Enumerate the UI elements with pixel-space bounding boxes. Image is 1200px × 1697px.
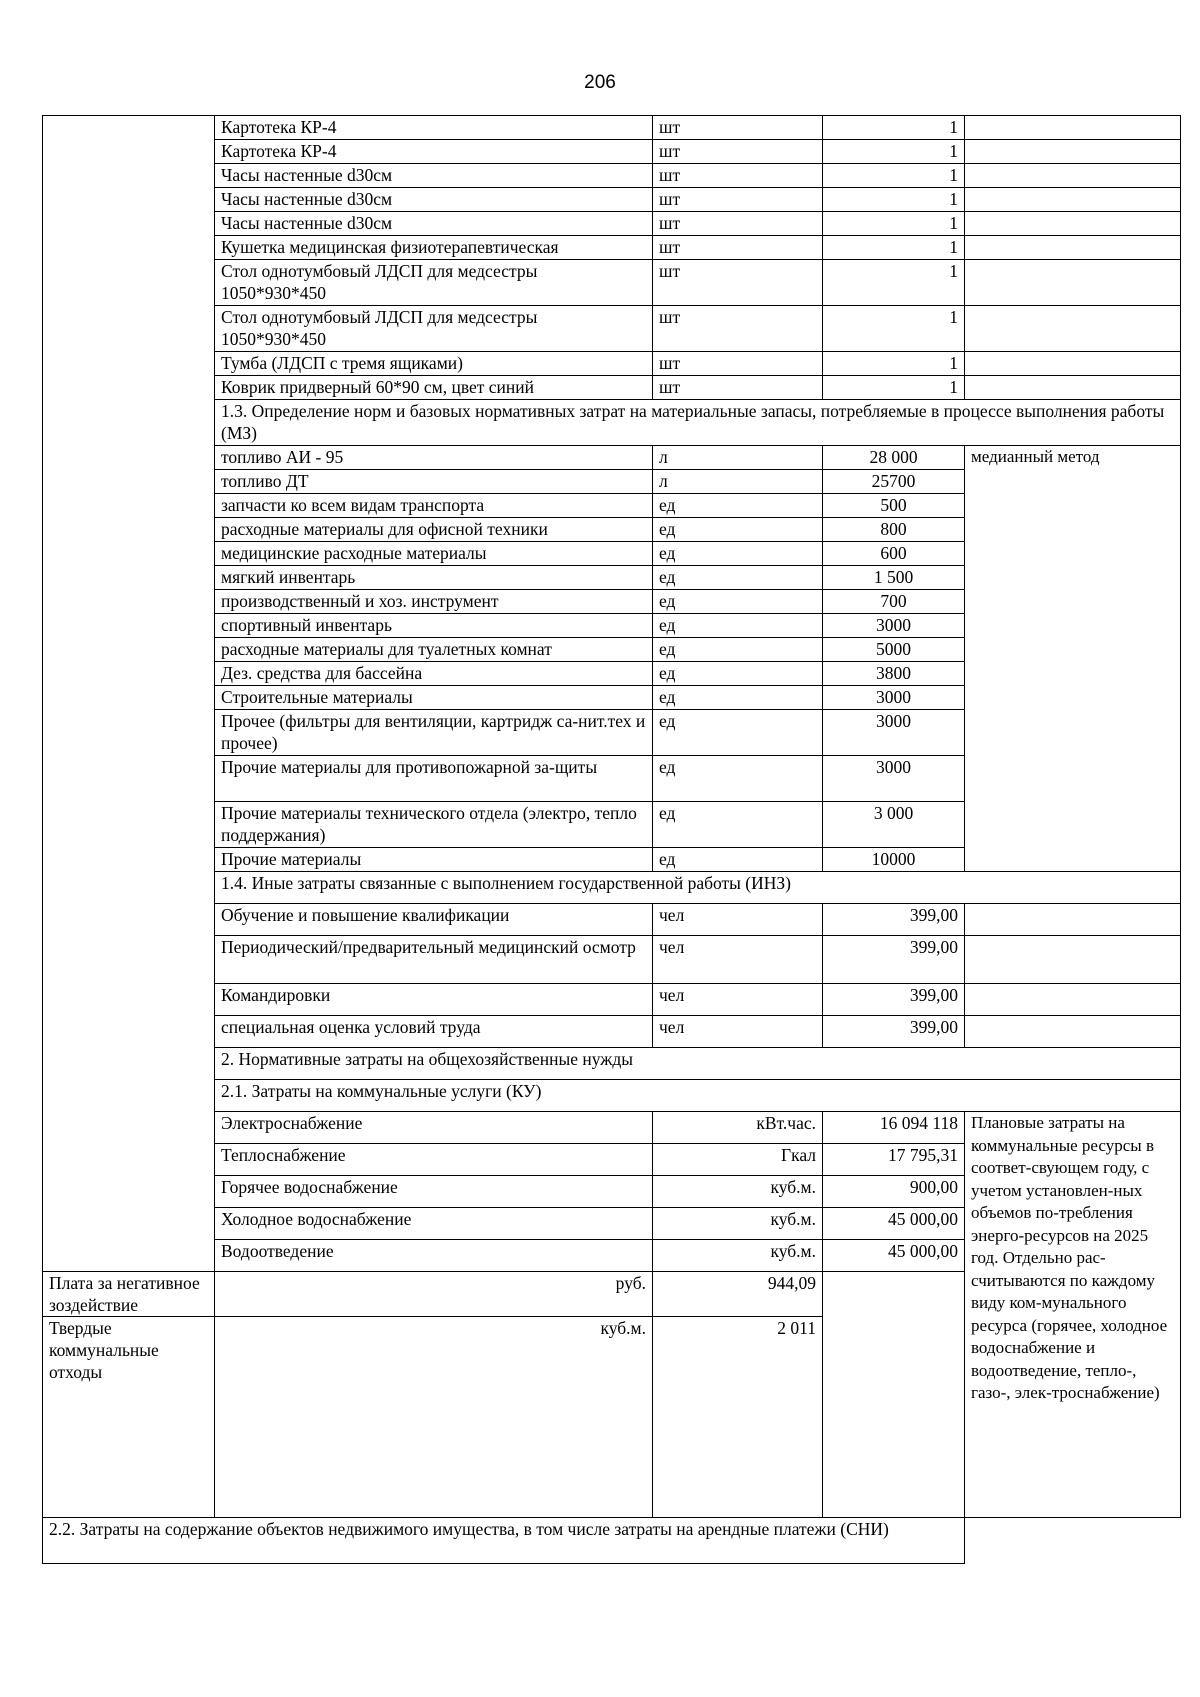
material-unit: ед bbox=[653, 710, 823, 756]
utility-unit: Гкал bbox=[653, 1144, 823, 1176]
material-value: 700 bbox=[823, 590, 965, 614]
item-unit: шт bbox=[653, 306, 823, 352]
other-cost-unit: чел bbox=[653, 936, 823, 984]
section-title-2: 2. Нормативные затраты на общехозяйственные нужды bbox=[215, 1048, 1181, 1080]
material-unit: ед bbox=[653, 614, 823, 638]
note-cell bbox=[965, 904, 1181, 936]
utility-name: Электроснабжение bbox=[215, 1112, 653, 1144]
item-qty: 1 bbox=[823, 188, 965, 212]
section-title-1-4: 1.4. Иные затраты связанные с выполнением государственной работы (ИНЗ) bbox=[215, 872, 1181, 904]
note-cell bbox=[965, 188, 1181, 212]
item-qty: 1 bbox=[823, 212, 965, 236]
item-qty: 1 bbox=[823, 164, 965, 188]
utility-value: 900,00 bbox=[823, 1176, 965, 1208]
note-cell bbox=[965, 236, 1181, 260]
material-value: 3000 bbox=[823, 710, 965, 756]
other-cost-value: 399,00 bbox=[823, 1016, 965, 1048]
material-name: расходные материалы для офисной техники bbox=[215, 518, 653, 542]
material-value: 3 000 bbox=[823, 802, 965, 848]
material-name: Прочие материалы bbox=[215, 848, 653, 872]
note-cell bbox=[965, 260, 1181, 306]
material-unit: ед bbox=[653, 756, 823, 802]
material-value: 3000 bbox=[823, 686, 965, 710]
other-cost-value: 399,00 bbox=[823, 904, 965, 936]
utility-unit: куб.м. bbox=[653, 1208, 823, 1240]
item-unit: шт bbox=[653, 188, 823, 212]
material-unit: ед bbox=[653, 662, 823, 686]
material-name: медицинские расходные материалы bbox=[215, 542, 653, 566]
other-cost-value: 399,00 bbox=[823, 936, 965, 984]
material-value: 5000 bbox=[823, 638, 965, 662]
note-cell bbox=[965, 1016, 1181, 1048]
item-unit: шт bbox=[653, 116, 823, 140]
utility-name: Холодное водоснабжение bbox=[215, 1208, 653, 1240]
utility-note: Плановые затраты на коммунальные ресурсы в соответ-свующем году, с учетом установлен-ных объемов по-требления энерго-ресурсов на 2025 год. Отдельно рас-считываются по каждому виду ком-мунального ресурса (горячее, холодное водоснабжение и водоотведение, тепло-, газо-, элек-троснабжение) bbox=[965, 1112, 1181, 1518]
utility-value: 944,09 bbox=[653, 1272, 823, 1317]
material-unit: ед bbox=[653, 802, 823, 848]
other-cost-unit: чел bbox=[653, 904, 823, 936]
item-qty: 1 bbox=[823, 140, 965, 164]
utility-name: Горячее водоснабжение bbox=[215, 1176, 653, 1208]
item-name: Картотека КР-4 bbox=[215, 116, 653, 140]
utility-unit: кВт.час. bbox=[653, 1112, 823, 1144]
material-value: 600 bbox=[823, 542, 965, 566]
item-unit: шт bbox=[653, 140, 823, 164]
note-cell bbox=[965, 140, 1181, 164]
material-unit: ед bbox=[653, 494, 823, 518]
other-cost-unit: чел bbox=[653, 1016, 823, 1048]
material-value: 500 bbox=[823, 494, 965, 518]
item-unit: шт bbox=[653, 376, 823, 400]
other-cost-name: Периодический/предварительный медицинский осмотр bbox=[215, 936, 653, 984]
utility-unit: куб.м. bbox=[215, 1317, 653, 1518]
material-value: 3000 bbox=[823, 614, 965, 638]
material-unit: ед bbox=[653, 566, 823, 590]
material-value: 3000 bbox=[823, 756, 965, 802]
item-name: Картотека КР-4 bbox=[215, 140, 653, 164]
material-name: Прочее (фильтры для вентиляции, картридж са-нит.тех и прочее) bbox=[215, 710, 653, 756]
utility-value: 45 000,00 bbox=[823, 1240, 965, 1272]
material-unit: ед bbox=[653, 590, 823, 614]
material-value: 800 bbox=[823, 518, 965, 542]
utility-name: Теплоснабжение bbox=[215, 1144, 653, 1176]
material-value: 28 000 bbox=[823, 446, 965, 470]
item-qty: 1 bbox=[823, 306, 965, 352]
note-cell bbox=[965, 352, 1181, 376]
utility-unit: куб.м. bbox=[653, 1176, 823, 1208]
item-name: Стол однотумбовый ЛДСП для медсестры 1050*930*450 bbox=[215, 260, 653, 306]
item-qty: 1 bbox=[823, 260, 965, 306]
material-unit: л bbox=[653, 470, 823, 494]
material-unit: ед bbox=[653, 518, 823, 542]
utility-name: Твердые коммунальные отходы bbox=[43, 1317, 215, 1518]
item-name: Часы настенные d30см bbox=[215, 212, 653, 236]
item-unit: шт bbox=[653, 164, 823, 188]
item-name: Коврик придверный 60*90 см, цвет синий bbox=[215, 376, 653, 400]
material-unit: ед bbox=[653, 638, 823, 662]
section-title-2-2: 2.2. Затраты на содержание объектов недвижимого имущества, в том числе затраты на арендные платежи (СНИ) bbox=[43, 1518, 965, 1564]
material-name: Строительные материалы bbox=[215, 686, 653, 710]
note-cell bbox=[965, 164, 1181, 188]
material-unit: л bbox=[653, 446, 823, 470]
utility-unit: руб. bbox=[215, 1272, 653, 1317]
section-title-1-3: 1.3. Определение норм и базовых нормативных затрат на материальные запасы, потребляемые в процессе выполнения работы (МЗ) bbox=[215, 400, 1181, 446]
category-cell bbox=[43, 116, 215, 1272]
material-unit: ед bbox=[653, 542, 823, 566]
other-cost-name: Обучение и повышение квалификации bbox=[215, 904, 653, 936]
item-qty: 1 bbox=[823, 116, 965, 140]
note-cell bbox=[965, 376, 1181, 400]
item-qty: 1 bbox=[823, 376, 965, 400]
other-cost-name: специальная оценка условий труда bbox=[215, 1016, 653, 1048]
note-cell bbox=[965, 306, 1181, 352]
material-name: Дез. средства для бассейна bbox=[215, 662, 653, 686]
material-name: запчасти ко всем видам транспорта bbox=[215, 494, 653, 518]
item-name: Часы настенные d30см bbox=[215, 188, 653, 212]
section-title-2-1: 2.1. Затраты на коммунальные услуги (КУ) bbox=[215, 1080, 1181, 1112]
item-qty: 1 bbox=[823, 236, 965, 260]
item-unit: шт bbox=[653, 212, 823, 236]
method-note: медианный метод bbox=[965, 446, 1181, 872]
cost-table bbox=[42, 115, 1181, 1564]
utility-name: Плата за негативное зоздействие bbox=[43, 1272, 215, 1317]
material-name: расходные материалы для туалетных комнат bbox=[215, 638, 653, 662]
utility-value: 16 094 118 bbox=[823, 1112, 965, 1144]
item-unit: шт bbox=[653, 260, 823, 306]
utility-value: 2 011 bbox=[653, 1317, 823, 1518]
material-name: Прочие материалы технического отдела (электро, тепло поддержания) bbox=[215, 802, 653, 848]
material-value: 10000 bbox=[823, 848, 965, 872]
material-unit: ед bbox=[653, 848, 823, 872]
item-name: Тумба (ЛДСП с тремя ящиками) bbox=[215, 352, 653, 376]
note-cell bbox=[965, 212, 1181, 236]
material-name: мягкий инвентарь bbox=[215, 566, 653, 590]
utility-value: 45 000,00 bbox=[823, 1208, 965, 1240]
material-name: спортивный инвентарь bbox=[215, 614, 653, 638]
material-name: Прочие материалы для противопожарной за-щиты bbox=[215, 756, 653, 802]
note-cell bbox=[965, 984, 1181, 1016]
note-cell bbox=[965, 116, 1181, 140]
utility-unit: куб.м. bbox=[653, 1240, 823, 1272]
other-cost-unit: чел bbox=[653, 984, 823, 1016]
item-name: Часы настенные d30см bbox=[215, 164, 653, 188]
material-unit: ед bbox=[653, 686, 823, 710]
page-number: 206 bbox=[584, 72, 616, 93]
material-value: 1 500 bbox=[823, 566, 965, 590]
item-unit: шт bbox=[653, 352, 823, 376]
item-name: Кушетка медицинская физиотерапевтическая bbox=[215, 236, 653, 260]
material-value: 25700 bbox=[823, 470, 965, 494]
utility-name: Водоотведение bbox=[215, 1240, 653, 1272]
material-name: топливо АИ - 95 bbox=[215, 446, 653, 470]
item-qty: 1 bbox=[823, 352, 965, 376]
item-name: Стол однотумбовый ЛДСП для медсестры 1050*930*450 bbox=[215, 306, 653, 352]
material-name: топливо ДТ bbox=[215, 470, 653, 494]
other-cost-value: 399,00 bbox=[823, 984, 965, 1016]
utility-value: 17 795,31 bbox=[823, 1144, 965, 1176]
other-cost-name: Командировки bbox=[215, 984, 653, 1016]
item-unit: шт bbox=[653, 236, 823, 260]
material-value: 3800 bbox=[823, 662, 965, 686]
material-name: производственный и хоз. инструмент bbox=[215, 590, 653, 614]
note-cell bbox=[965, 936, 1181, 984]
